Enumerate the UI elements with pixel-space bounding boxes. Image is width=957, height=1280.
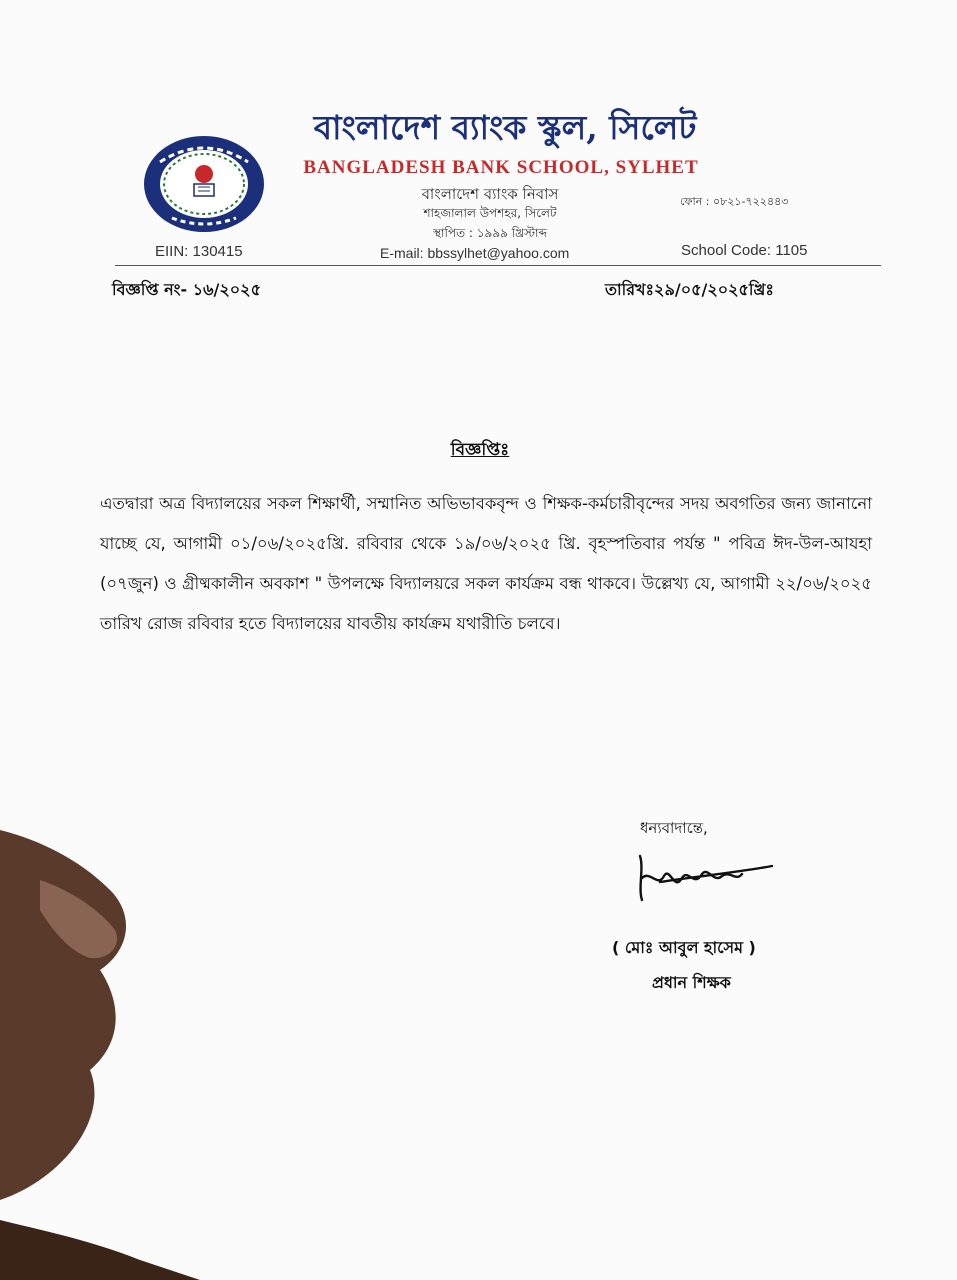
address-line-1: বাংলাদেশ ব্যাংক নিবাস	[421, 185, 559, 203]
header-divider	[115, 265, 881, 266]
school-name-english: BANGLADESH BANK SCHOOL, SYLHET	[303, 157, 699, 178]
signer-designation: প্রধান শিক্ষক	[652, 973, 731, 992]
school-phone: ফোন : ০৮২১-৭২২৪৪৩	[680, 195, 789, 208]
school-email: E-mail: bbssylhet@yahoo.com	[380, 245, 570, 261]
closing-text: ধন্যবাদান্তে,	[640, 819, 708, 837]
notice-heading: বিজ্ঞপ্তিঃ	[450, 440, 510, 460]
notice-body: এতদ্বারা অত্র বিদ্যালয়ের সকল শিক্ষার্থী, সম্মানিত অভিভাবকবৃন্দ ও শিক্ষক-কর্মচারীবৃন্দের সদয় অবগতির জন্য জানানো যাচ্ছে যে, আগামী ০১/০৬/২০২৫খ্রি. রবিবার থেকে ১৯/০৬/২০২৫ খ্রি. বৃহস্পতিবার পর্যন্ত " পবিত্র ঈদ-উল-আযহা (০৭জুন) ও গ্রীষ্মকালীন অবকাশ " উপলক্ষে বিদ্যালয়রে সকল কার্যক্রম বন্ধ থাকবে। উল্লেখ্য যে, আগামী ২২/০৬/২০২৫ তারিখ রোজ রবিবার হতে বিদ্যালয়ের যাবতীয় কার্যক্রম যথারীতি চলবে।	[100, 494, 872, 633]
eiin-number: EIIN: 130415	[155, 243, 243, 260]
thumb-photo-detail	[0, 820, 200, 1280]
school-seal-logo	[140, 132, 268, 237]
school-code: School Code: 1105	[681, 242, 808, 259]
signer-name: ( মোঃ আবুল হাসেম )	[612, 938, 756, 957]
handwritten-signature	[620, 848, 780, 908]
school-name-bengali: বাংলাদেশ ব্যাংক স্কুল, সিলেট	[313, 108, 697, 147]
established-text: স্থাপিত : ১৯৯৯ খ্রিস্টাব্দ	[433, 226, 547, 240]
address-line-2: শাহজালাল উপশহর, সিলেট	[423, 206, 557, 220]
notice-date: তারিখঃ২৯/০৫/২০২৫খ্রিঃ	[605, 280, 774, 299]
notice-number: বিজ্ঞপ্তি নং- ১৬/২০২৫	[112, 280, 261, 299]
